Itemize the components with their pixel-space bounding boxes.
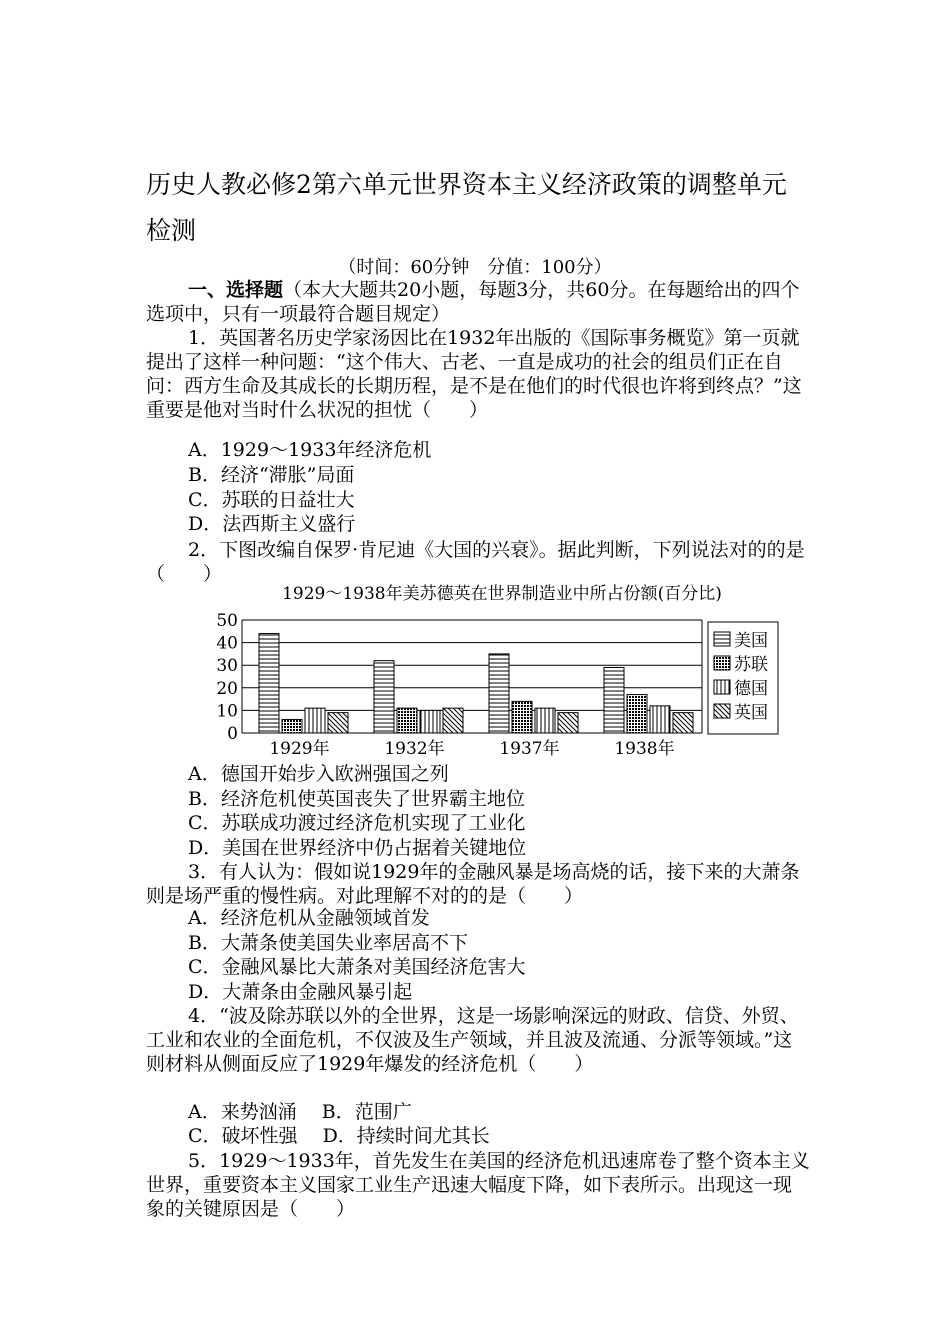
chart-bar bbox=[259, 634, 279, 733]
chart-bar bbox=[489, 654, 509, 733]
chart-bar bbox=[627, 695, 647, 733]
chart-bar bbox=[535, 708, 555, 733]
chart-legend-swatch bbox=[714, 704, 730, 718]
question-2-text: 2．下图改编自保罗·肯尼迪《大国的兴衰》。据此判断，下列说法对的的是（ ） bbox=[146, 539, 805, 585]
chart-title: 1929～1938年美苏德英在世界制造业中所占份额(百分比) bbox=[282, 584, 722, 604]
question-2-stem bbox=[146, 538, 810, 586]
chart-bar bbox=[650, 706, 670, 733]
question-5-text: 5．1929～1933年，首先发生在美国的经济危机迅速席卷了整个资本主义世界，重要资本主义国家工业生产迅速大幅度下降，如下表所示。出现这一现象的关键原因是（ ） bbox=[146, 1150, 810, 1220]
chart-x-tick-label: 1937年 bbox=[499, 739, 560, 759]
chart-bar bbox=[305, 708, 325, 733]
chart-y-tick-label: 50 bbox=[216, 611, 238, 631]
chart-bar bbox=[420, 710, 440, 733]
question-4-options-row2: C．破坏性强 D．持续时间尤其长 bbox=[188, 1125, 490, 1147]
chart-bar bbox=[282, 719, 302, 733]
doc-title-line1: 历史人教必修2第六单元世界资本主义经济政策的调整单元 bbox=[146, 170, 787, 199]
question-2-option-b: B．经济危机使英国丧失了世界霸主地位 bbox=[188, 788, 525, 810]
question-1-stem bbox=[146, 326, 810, 422]
question-3-option-c: C．金融风暴比大萧条对美国经济危害大 bbox=[188, 956, 526, 978]
exam-meta: （时间：60分钟 分值：100分） bbox=[338, 257, 612, 278]
question-2-option-c: C．苏联成功渡过经济危机实现了工业化 bbox=[188, 812, 526, 834]
question-3-option-a: A．经济危机从金融领域首发 bbox=[188, 907, 430, 929]
chart-bars bbox=[259, 634, 693, 733]
chart-x-tick-label: 1938年 bbox=[614, 739, 675, 759]
question-4-text: 4．“波及除苏联以外的全世界，这是一场影响深远的财政、信贷、外贸、工业和农业的全面危机，不仅波及生产领域，并且波及流通、分派等领域。”这则材料从侧面反应了1929年爆发的经济危机（ ） bbox=[146, 1005, 799, 1075]
chart-bar bbox=[558, 713, 578, 733]
chart-y-tick-label: 30 bbox=[216, 656, 238, 677]
chart-legend-label: 苏联 bbox=[734, 655, 768, 675]
chart-legend-label: 德国 bbox=[734, 679, 768, 699]
chart-y-tick-label: 10 bbox=[216, 701, 238, 722]
chart-x-tick-labels bbox=[269, 738, 674, 759]
question-1-option-c: C．苏联的日益壮大 bbox=[188, 489, 355, 511]
chart-bar bbox=[397, 708, 417, 733]
chart-bar bbox=[443, 708, 463, 733]
chart-legend-swatch bbox=[714, 680, 730, 694]
question-4-options-row1: A．来势汹涌 B．范围广 bbox=[188, 1101, 412, 1123]
question-3-text: 3．有人认为：假如说1929年的金融风暴是场高烧的话，接下来的大萧条则是场严重的慢性病。对此理解不对的的是（ ） bbox=[146, 861, 800, 907]
question-1-text: 1．英国著名历史学家汤因比在1932年出版的《国际事务概览》第一页就提出了这样一种问题：“这个伟大、古老、一直是成功的社会的组员们正在自问：西方生命及其成长的长期历程，是不是在他们的时代很也许将到终点？”这重要是他对当时什么状况的担忧（ ） bbox=[146, 327, 802, 421]
bar-chart bbox=[212, 582, 792, 762]
chart-legend bbox=[708, 622, 778, 734]
question-1-option-a: A．1929～1933年经济危机 bbox=[188, 439, 432, 461]
chart-bar bbox=[673, 713, 693, 733]
chart-bar bbox=[512, 701, 532, 733]
question-4-stem bbox=[146, 1004, 810, 1076]
chart-bar bbox=[374, 661, 394, 733]
chart-y-tick-labels bbox=[216, 611, 238, 744]
question-2-option-a: A．德国开始步入欧洲强国之列 bbox=[188, 763, 449, 785]
chart-legend-swatch bbox=[714, 632, 730, 646]
chart-bar bbox=[604, 667, 624, 733]
question-1-option-d: D．法西斯主义盛行 bbox=[188, 513, 356, 535]
section-intro bbox=[146, 278, 810, 326]
chart-legend-label: 美国 bbox=[734, 631, 768, 651]
section-desc: （本大大题共20小题，每题3分，共60分。在每题给出的四个选项中，只有一项最符合题目规定） bbox=[146, 279, 800, 325]
question-2-option-d: D．美国在世界经济中仍占据着关键地位 bbox=[188, 837, 527, 859]
chart-y-tick-label: 20 bbox=[216, 678, 238, 699]
question-3-option-b: B．大萧条使美国失业率居高不下 bbox=[188, 932, 468, 954]
chart-legend-label: 英国 bbox=[734, 703, 768, 723]
question-5-stem bbox=[146, 1149, 810, 1221]
chart-y-tick-label: 0 bbox=[227, 724, 238, 744]
chart-x-tick-label: 1929年 bbox=[269, 739, 330, 759]
doc-title-line2: 检测 bbox=[146, 216, 197, 245]
question-3-stem bbox=[146, 860, 810, 908]
chart-legend-swatch bbox=[714, 656, 730, 670]
question-1-option-b: B．经济“滞胀”局面 bbox=[188, 464, 355, 486]
chart-x-tick-label: 1932年 bbox=[384, 739, 445, 759]
section-heading: 一、选择题 bbox=[188, 279, 284, 301]
question-3-option-d: D．大萧条由金融风暴引起 bbox=[188, 981, 413, 1003]
chart-y-tick-label: 40 bbox=[216, 633, 238, 654]
chart-bar bbox=[328, 713, 348, 733]
